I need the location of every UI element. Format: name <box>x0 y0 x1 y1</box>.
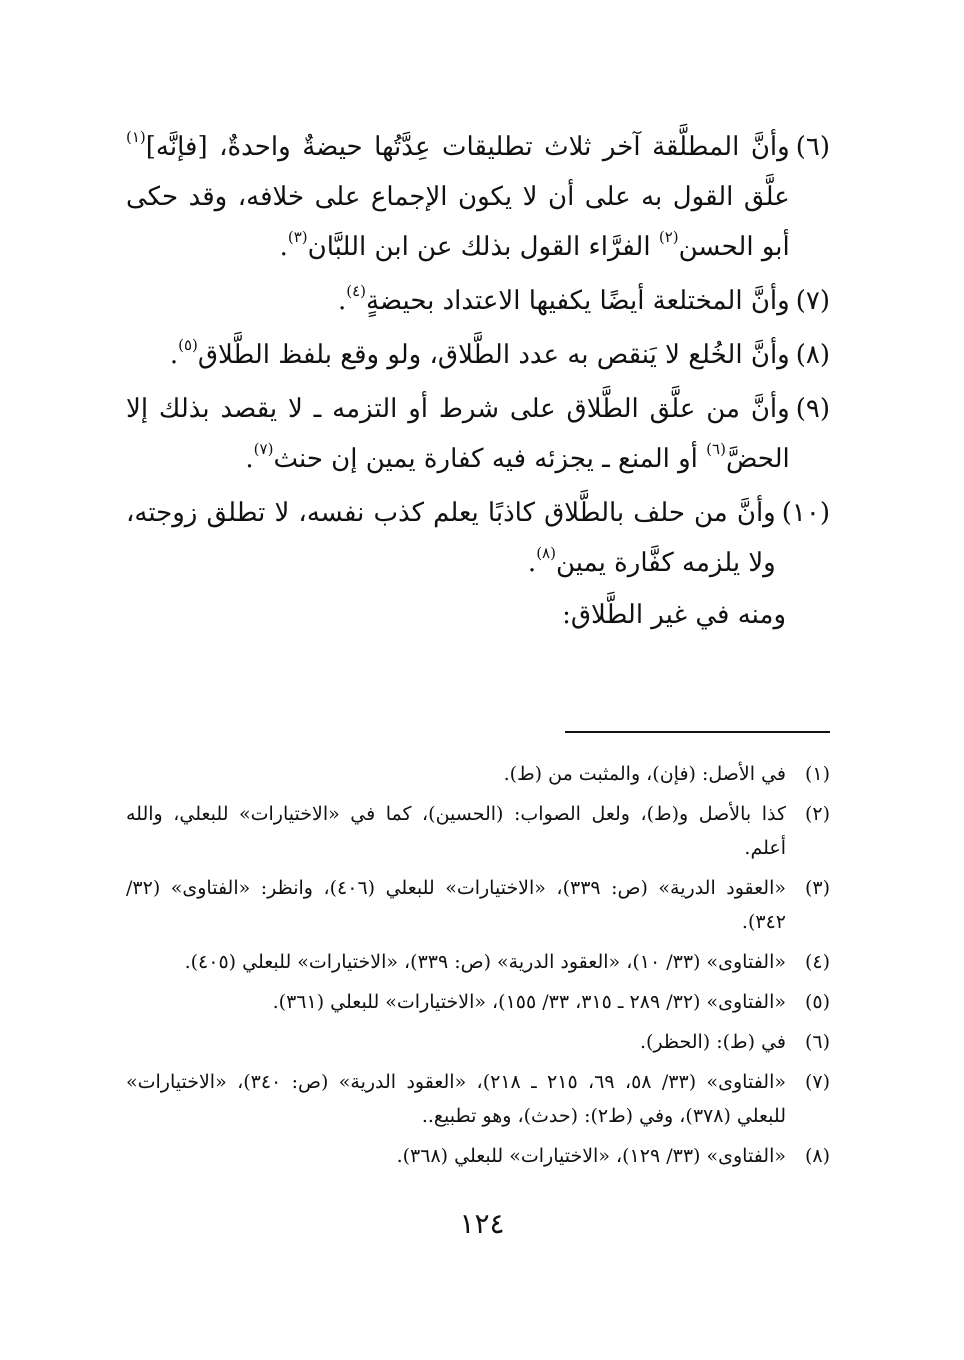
footnote <box>126 871 830 939</box>
footnote <box>126 985 830 1019</box>
footnote-text: «الفتاوى» (٣٣/ ١٢٩)، «الاختيارات» للبعلي (٣٦٨). <box>396 1145 786 1167</box>
footnote-ref[interactable]: (٢) <box>658 228 679 246</box>
item-text: وأنَّ من علَّق الطَّلاق على شرط أو التزمه ـ لا يقصد بذلك إلا الحضَّ$^{(٦)}$ أو المنع ـ يجزئه فيه كفارة يمين إن حنث$^{(٧)}$. <box>126 394 790 474</box>
footnote <box>126 1139 830 1173</box>
footnote-ref[interactable]: (٣) <box>287 228 308 246</box>
footnote-text: «الفتاوى» (٣٣/ ١٠)، «العقود الدرية» (ص: ٣٣٩)، «الاختيارات» للبعلي (٤٠٥). <box>184 951 786 973</box>
page-number: ١٢٤ <box>459 1207 505 1240</box>
footnote-text: كذا بالأصل و(ط)، ولعل الصواب: (الحسين)، كما في «الاختيارات» للبعلي، والله أعلم. <box>126 803 786 859</box>
footnote-ref[interactable]: (٧) <box>253 440 274 458</box>
footnote-number: (١) <box>804 763 830 785</box>
list-item-7 <box>126 276 830 326</box>
item-number: (٩) <box>795 394 830 424</box>
footnote-number: (٥) <box>804 991 830 1013</box>
footnote-number: (٨) <box>804 1145 830 1167</box>
footnote-text: «الفتاوى» (٣٢/ ٢٨٩ ـ ٣١٥، ٣٣/ ١٥٥)، «الاختيارات» للبعلي (٣٦١). <box>272 991 786 1013</box>
footnote-number: (٧) <box>804 1071 830 1093</box>
item-number: (٧) <box>795 286 830 316</box>
item-text: وأنَّ الخُلع لا يَنقص به عدد الطَّلاق، ولو وقع بلفظ الطَّلاق$^{(٥)}$. <box>169 336 790 370</box>
list-item-6 <box>126 122 830 272</box>
footnote <box>126 797 830 865</box>
footnote <box>126 1065 830 1133</box>
footnote-text: في (ط): (الحظر). <box>639 1031 786 1053</box>
footnote-ref[interactable]: (٦) <box>706 440 726 458</box>
footnote-number: (٤) <box>804 951 830 973</box>
section-subheading: ومنه في غير الطَّلاق: <box>562 600 786 630</box>
footnote-text: في الأصل: (فإن)، والمثبت من (ط). <box>503 763 786 785</box>
item-number: (٦) <box>795 132 830 162</box>
footnote-ref[interactable]: (٥) <box>178 336 198 354</box>
footnote <box>126 757 830 791</box>
list-item-10 <box>126 488 830 588</box>
item-text: وأنَّ من حلف بالطَّلاق كاذبًا يعلم كذب نفسه، لا تطلق زوجته، ولا يلزمه كفَّارة يمين$^{(٨)}$. <box>126 498 776 578</box>
footnote-number: (٢) <box>804 803 830 825</box>
list-item-8 <box>126 330 830 380</box>
item-number: (١٠) <box>781 498 830 528</box>
list-item-9 <box>126 384 830 484</box>
footnote-number: (٦) <box>804 1031 830 1053</box>
footnote-number: (٣) <box>804 877 830 899</box>
footnote-ref[interactable]: (٤) <box>346 282 366 300</box>
item-number: (٨) <box>795 340 830 370</box>
footnote-separator <box>565 731 830 733</box>
footnote-ref[interactable]: (٨) <box>536 544 556 562</box>
item-text: وأنَّ المطلَّقة آخر ثلاث تطليقات عِدَّتُها حيضةٌ واحدةٌ، [فإنَّه]$^{(١)}$ علَّق القول به على أن لا يكون الإجماع على خلافه، وقد حكى أبو الحسن$^{(٢)}$ الفرَّاء القول بذلك عن ابن اللبَّان$^{(٣)}$. <box>126 128 790 262</box>
footnote <box>126 1025 830 1059</box>
footnote <box>126 945 830 979</box>
item-text: وأنَّ المختلعة أيضًا يكفيها الاعتداد بحيضةٍ$^{(٤)}$. <box>337 282 790 316</box>
footnote-ref[interactable]: (١) <box>126 128 146 146</box>
main-text <box>126 122 830 640</box>
footnotes <box>126 757 830 1173</box>
footnote-text: «العقود الدرية» (ص: ٣٣٩)، «الاختيارات» للبعلي (٤٠٦)، وانظر: «الفتاوى» (٣٢/ ٣٤٢). <box>126 877 786 933</box>
footnote-text: «الفتاوى» (٣٣/ ٥٨، ٦٩، ٢١٥ ـ ٢١٨)، «العقود الدرية» (ص: ٣٤٠)، «الاختيارات» للبعلي (٣٧٨)، وفي (ط٢): (حدث)، وهو تطبيع.. <box>126 1071 786 1127</box>
